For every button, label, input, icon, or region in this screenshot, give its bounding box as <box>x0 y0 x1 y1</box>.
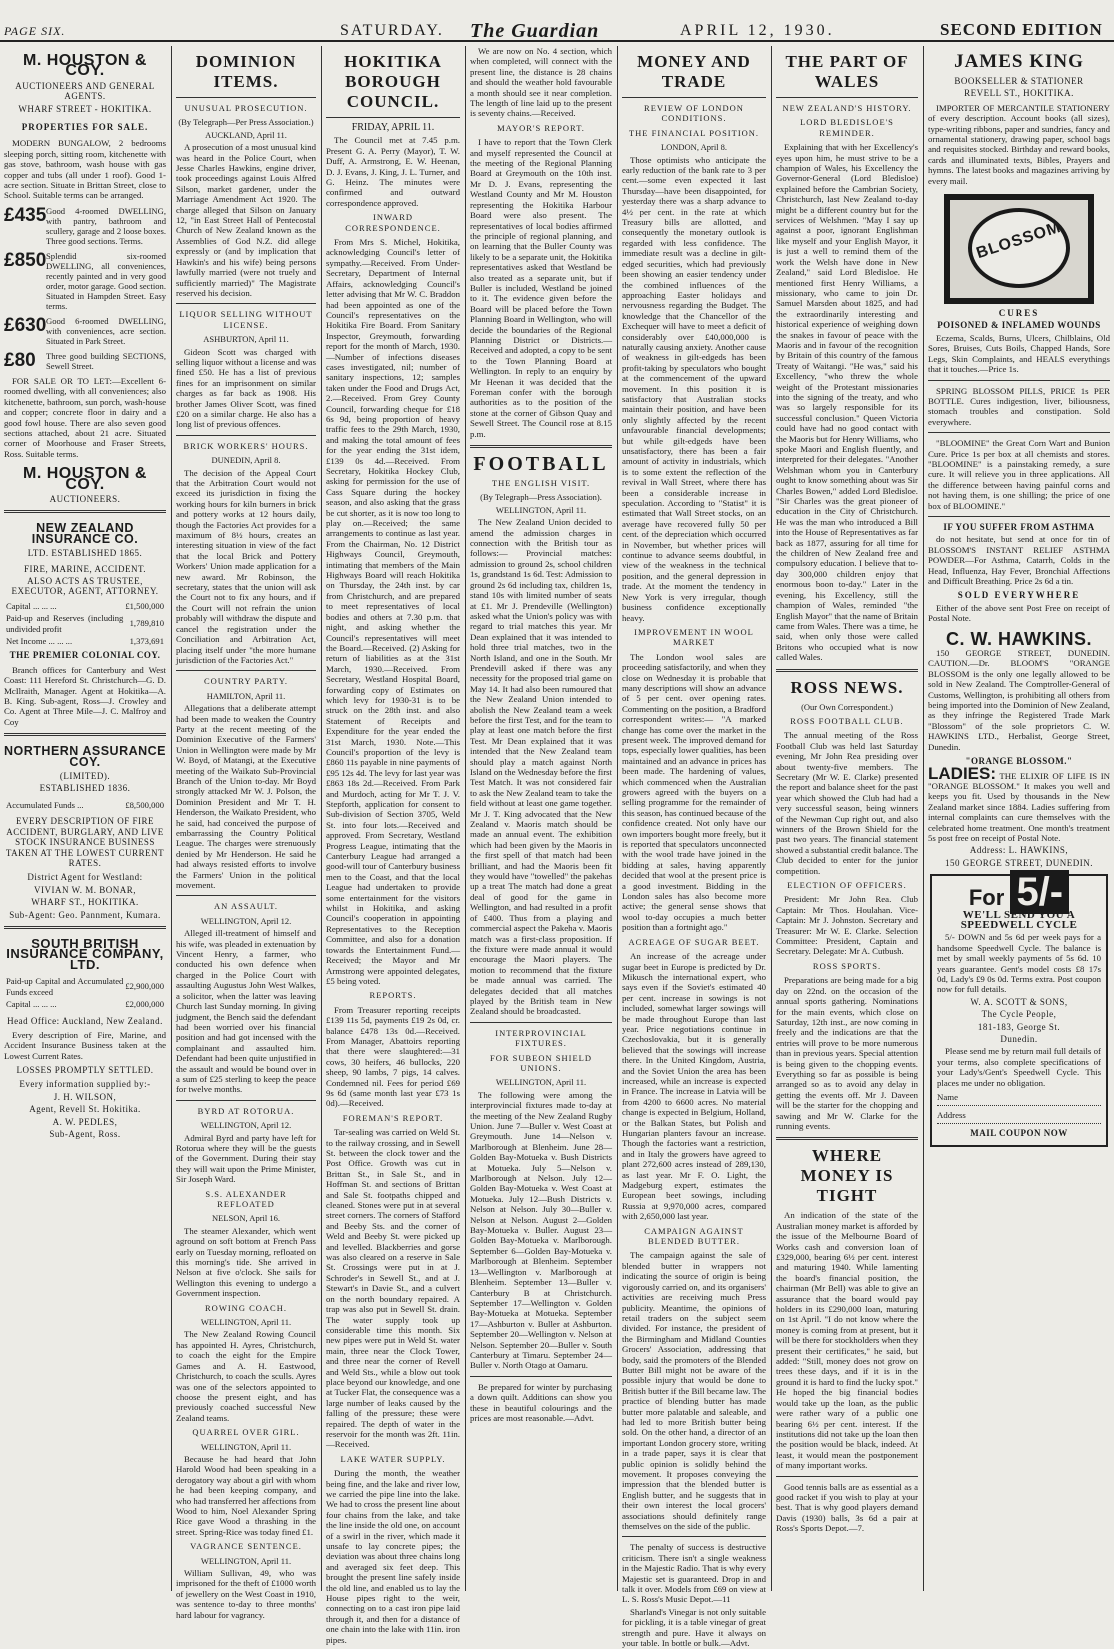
divider <box>4 733 166 736</box>
column-money-and-trade <box>618 46 770 1649</box>
masthead <box>0 0 1114 42</box>
article-heading: REVIEW OF LONDON CONDITIONS. <box>644 103 744 124</box>
james-king-subtitle: BOOKSELLER & STATIONER <box>954 76 1084 86</box>
divider <box>176 670 316 671</box>
dateline: NELSON, April 16. <box>212 1213 280 1224</box>
advertisement-note: Sharland's Vinegar is not only suitable for pickling, it is a table vinegar of great strength and pure. Have it always on your table. In bottle or bulk.—Advt. <box>622 1606 766 1649</box>
divider <box>176 435 316 436</box>
asthma-heading: IF YOU SUFFER FROM ASTHMA <box>943 521 1095 532</box>
article-body: From Mrs S. Michel, Hokitika, acknowledging Council's letter of sympathy.—Received. From Under-Secretary, Department of Internal Affairs, acknowledging Council's letter advising that Mr W. C. Braddon had been appointed as one of the Council's representatives on the Hokitika Fire Board. From Sanitary Inspector, Greymouth, forwarding report for the month of March, 1930.—Number of infections diseases cases investigated, nil; number of sanitary inspections, 12; samples taken under the Food and Drugs Act, 2.—Received. From Grey County Council, forwarding cheque for £18 6s 9d, being proportion of heavy traffic fees to the 29th March, 1930, and making the total amount of fees for the year ending the 31st idem, £139 0s 4d.—Received. From Secretary, Hokitika Hockey Club, asking for permission for the use of Cass Square during the hockey season, and also asking that the grass be cut shorter, as it is now too long to play on.—Received; the same arrangements to continue as last year. From the Chairman, No. 12 District Highways Council, Greymouth, intimating that members of the Main Highways Board will reach Hokitika on Thursday, the 24th inst. by car from Christchurch, and are prepared to meet representatives of local bodies and others at 7.30 p.m. that night, and asking whether the Council's representatives will meet the Board.—Received. (2) Asking for return of liabilities as at the 31st March, 1930.—Received. From Secretary, Westland Hospital Board, forwarding copy of Estimates on which levy for 1930-31 is to be struck on the 28th inst. and also Statement of Receipts and Expenditure for the year ended the 31st March, 1930. Note.—This Council's proportion of the levy is £860 11s payable in nine payments of £95 12s 4d. The levy for last year was £863 18s 2d.—Received. From Park and Murdoch, acting for Mr T. J. V. Stepforth, application for consent to Sub-division of Section 3705, Weld St. into four lots.—Received and approved. From Secretary, Westland Progress League, intimating that the Canterbury League had arranged a good-will tour of Canterbury business men to the Coast, and that the local League had undertaken to provide some entertainment for the visitors whilst in Hokitika, and asking Council's cooperation in appointing Representatives to the Reception Committee, and also for a donation towards the Entertainment Fund.—Received; the Mayor and Mr Armstrong were appointed delegates, £5 being voted. <box>326 237 460 986</box>
article-body: The campaign against the sale of blended butter in wrappers not indicating the source of origin is being vigorously carried on, and its organisers' activities are receiving much Press publicity. Meantime, the opinions of retail traders on the subject seem divided. For instance, the president of the Birmingham and Midland Counties Grocers' Association, addressing that body, said the promoters of the Blended Butter Bill might not be aware of the possible injury that would be done to British butter if the Bill became law. The practice of blending butter has made butter more palatable and saleable, and had led to more British butter being sold. On the other hand, a director of an important London grocery store, writing in a trade paper, says it is clear that public opinion is solidly behind the movement. It proposes conveying the impression that the blended butter is English butter, and he suggests that in their own interest the local grocers' associations should definitely range themselves on the side of the public. <box>622 1250 766 1532</box>
property-price: £850 <box>4 249 47 271</box>
ladies-text: THE ELIXIR OF LIFE IS IN "ORANGE BLOSSOM." It makes you well and keeps you fit. Used by thousands in the New Zealand market since 1884. Ladies suffering from internal complaints can cure themselves with the celebrated home treatment. One month's treatment 5s post free on receipt of Postal Note. <box>928 770 1111 843</box>
page-number: PAGE SIX. <box>4 24 66 38</box>
article-body: William Sullivan, 49, who was imprisoned for the theft of £1000 worth of jewellery on the West Coast in 1910, was sentence to-day to three months' hard labour for vagrancy. <box>176 1568 316 1620</box>
article-heading: S.S. ALEXANDER REFLOATED <box>205 1188 287 1209</box>
property-listing <box>4 206 166 246</box>
hawkins-address: Address: L. HAWKINS, <box>969 845 1069 856</box>
table-cell: £2,900,000 <box>125 981 164 992</box>
james-king-title: JAMES KING <box>954 51 1084 72</box>
coupon-address-field[interactable] <box>937 1110 1101 1124</box>
dateline: WELLINGTON, April 11. <box>200 1555 292 1566</box>
table-row <box>6 613 164 634</box>
speedwell-heading: WE'LL SEND YOU A SPEEDWELL CYCLE <box>960 908 1078 931</box>
article-subheading: LORD BLEDISLOE'S REMINDER. <box>800 117 894 138</box>
article-heading: ROWING COACH. <box>205 1302 287 1313</box>
south-british-agent: J. H. WILSON, <box>53 1091 117 1102</box>
article-body: We are now on No. 4 section, which when completed, will connect with the present line, the distance is 28 chains and should the weather hold favourable a month should see it near completion. The length of line laid up to the present is seventy chains.—Received. <box>470 46 612 119</box>
table-cell: £1,500,000 <box>125 600 164 611</box>
article-title: DOMINION ITEMS. <box>195 52 297 91</box>
coupon-address-label: Address <box>937 1110 966 1121</box>
article-body: From Treasurer reporting receipts £139 11s 5d, payments £19 2s 0d, cr. balance £478 13s 0d.—Received. From Manager, Abattoirs reporting that there were slaughtered:—31 cows, 30 heifers, 46 bullocks, 220 sheep, 90 lambs, 7 pigs, 14 calves. Condemned nil. Fees for period £69 9s 6d (same month last year £73 1s 0d).—Received. <box>326 1004 460 1109</box>
hawkins-caution: 150 GEORGE STREET, DUNEDIN. CAUTION.—Dr. BLOOM'S "ORANGE BLOSSOM is the only one legally allowed to be sold in New Zealand. The Comptroller-General of Customs, Wellington, is prohibiting all others from being imported into the Dominion of New Zealand, as they infringe the Registered Trade Mark "Blossom" of the sole proprietors C. W. HAWKINS LTD., Herbalist, George Street, Dunedin. <box>928 648 1110 752</box>
article-heading: COUNTRY PARTY. <box>203 676 289 687</box>
article-title: HOKITIKA BOROUGH COUNCIL. <box>344 52 442 111</box>
divider <box>928 432 1110 433</box>
article-body: President: Mr John Rea. Club Captain: Mr Thos. Houlahan. Vice-Captain: Mr J. Johnston. Secretary and Treasurer: Mr W. E. Clarke. Selection Committee: President, Captain and Secretary. Delegate: Mr A. Cutbush. <box>776 894 918 957</box>
table-row <box>6 601 164 611</box>
article-body: The decision of the Appeal Court that the Arbitration Court would not exceed its jurisdiction in fixing the working hours for kiln burners in brick and pottery works at 12 hours daily, though the Factories Act provides for a maximum of 8½ hours, creates an interesting situation in view of the fact that the local Brick and Pottery Workers' Union made application for a new award. Mr Robinson, the secretary, states that the union will ask the Court not to fix any hours, and if the Court will not refrain the union probably will withdraw the dispute and cancel the registration under the Conciliation and Arbitration Act, placing itself under "the more humane jurisdiction of the Factories Act." <box>176 467 316 665</box>
houston-ad-title: M. HOUSTON & COY. <box>23 52 147 80</box>
asthma-ad: do not hesitate, but send at once for tin of BLOSSOM'S INSTANT RELIEF ASTHMA POWDER—For Asthma, Catarrh, Colds in the Head, Influenza, Hay Fever, Bronchial Affections and Difficult Breathing. Price 2s 6d a tin. <box>928 534 1110 586</box>
dateline: HAMILTON, April 11. <box>206 690 286 701</box>
article-heading: ROSS FOOTBALL CLUB. <box>790 715 904 726</box>
article-heading: QUARREL OVER GIRL. <box>192 1427 300 1438</box>
houston-ad-subtitle-2: AUCTIONEERS. <box>49 493 121 504</box>
divider <box>776 1137 918 1140</box>
coupon-instructions: Please send me by return mail full details of your terms, also complete specifications of your Lady's/Gent's Speedwell Cycle. This places me under no obligation. <box>937 1046 1101 1088</box>
south-british-figures <box>4 974 166 1011</box>
houston-ad-address: WHARF STREET - HOKITIKA. <box>18 103 152 114</box>
masthead-day: SATURDAY. <box>340 22 444 39</box>
article-heading: IMPROVEMENT IN WOOL MARKET <box>634 626 754 648</box>
properties-heading: PROPERTIES FOR SALE. <box>21 122 149 133</box>
nzi-established: LTD. ESTABLISHED 1865. <box>27 548 143 559</box>
ladies-heading: LADIES: <box>928 763 996 783</box>
divider <box>176 1100 316 1101</box>
article-body: Those optimists who anticipate the early reduction of the bank rate to 3 per cent.—some even expected it last Thursday—have been disappointed, for yesterday there was a sharp advance to 4½ per cent. in the rate at which Treasury bills are allotted, and consequently the monetary outlook is regarded with less confidence. The immediate result was a decline in gilt-edged securities, which had previously been showing an easier tendency under the combined influences of the approaching Easter holidays and nervousness regarding the Budget. The knowledge that the Chancellor of the Exchequer will have to meet a deficit of considerably over £40,000,000 is naturally causing anxiety. Another cause of weakness in gilt-edgeds has been profit-taking by speculators who bought at the commencement of the upward movement. In this position it is satisfactory that Australian stocks maintain their position, and have been only slightly affected by the recent unfavourable financial developments; but while gilt-edgeds have been unsatisfactory, there has been a fair amount of activity in industrials, which is to some extent the reflection of the revival in Wall Street, where there has been a considerable increase in speculation. According to "Statist" it is estimated that Wall Street stocks, on an average have recovered fully 50 per cent. of the depreciation which occurred in November, but whether prices will continue to advance seems doubtful, in view of the weakness in the technical position, and the general depression in trade. At the moment the tendency in New York is very irregular, though business confidence exceptionally heavy. <box>622 154 766 623</box>
column-part-of-wales <box>772 46 922 1591</box>
table-cell: Accumulated Funds ... <box>6 799 84 810</box>
article-heading: FOREMAN'S REPORT. <box>342 1112 444 1123</box>
article-body: During the month, the weather being fine, and the lake and river low, we carried the pipe line into the lake. We had to cross the present line about four chains from the lake, and take the line inside the old one, on account of a swirl in the river, which made it unsafe to lay concrete pipes; the deviation was about three chains long and averaged six feet deep. This brought the present line safely inside the old line, and enabled us to lay the House pipes right to the weir, connecting on to a cast iron pipe laid through it, and then for a distance of one chain into the lake with 11in. iron pipes. <box>326 1468 460 1645</box>
column-dominion-items <box>172 46 320 1620</box>
divider <box>326 117 460 118</box>
table-cell: £2,000,000 <box>125 998 164 1009</box>
divider <box>622 1536 766 1537</box>
for-amount: 5/- <box>1010 870 1069 914</box>
scott-address: 181-183, George St. <box>977 1021 1061 1032</box>
column-council-football <box>466 46 616 1591</box>
article-body: An increase of the acreage under sugar beet in Europe is predicted by Dr. Mikusch the international expert, who says even if the Soviet's estimated 40 per cent. increase in sowings is not included, somewhat larger sowings will be made throughout Europe than last year. Price negotiations continue in Czechoslovakia, but it is generally believed that the sowings will increase there. In the United Kingdom, Austria, and the Soviet Union the area has been increased, while an increase is expected in France. The increase in Latvia will be from 4200 to 6600 acres. No material change is expected in Belgium, Holland, or the Balkan States, but Polish and Hungarian planters favour an increase. Though the factories want a restriction, and in Italy the growers have agreed to plant 272,600 acres instead of 289,130, as last year. Mr F. O. Light, the Madgeburg expert, estimates the European beet sowings, including Russia at 9,970,000 acres, compared with 2,650,000 last year. <box>622 951 766 1222</box>
property-price: £80 <box>4 349 36 371</box>
divider <box>928 380 1110 381</box>
nzi-ad-title: NEW ZEALAND INSURANCE CO. <box>31 521 139 546</box>
northern-description: EVERY DESCRIPTION OF FIRE ACCIDENT, BURGLARY, AND LIVE STOCK INSURANCE BUSINESS TAKEN AT THE LOWEST CURRENT RATES. <box>5 816 165 868</box>
nzi-agents: Branch offices for Canterbury and West Coast: 111 Hereford St. Christchurch—G. D. McIlraith, Manager. Agent at Hokitika—A. B. King. Sub-agent, Ross—J. Crowley and Co. Agent at Three Mile—J. C. Malfroy and Coy <box>4 664 166 727</box>
table-cell: Capital ... ... ... <box>6 998 57 1009</box>
for-5-heading <box>937 870 1101 915</box>
ross-news-title: ROSS NEWS. <box>790 677 904 697</box>
james-king-description: IMPORTER OF MERCANTILE STATIONERY of every description. Account books (all sizes), type-writing ribbons, paper and sundries, fancy and ornamental stationery, drawing paper, school bags and requisites stocked. Birthday and reward books, cards and illuminated texts, Bibles, Prayers and hymns. The latest books and magazines arriving by every mail. <box>928 102 1110 186</box>
bloomine-ad: "BLOOMINE" the Great Corn Wart and Bunion Cure. Price 1s per box at all chemists and stores. "BLOOMINE" is a painstaking remedy, a sure cure. It will relieve you in three applications. All the difference between having painful corns and not having them, is one shilling; the price of one box of BLOOMINE." <box>928 438 1110 511</box>
article-heading: INWARD CORRESPONDENCE. <box>345 212 441 233</box>
article-title: MONEY AND TRADE <box>637 52 751 91</box>
divider <box>776 1476 918 1477</box>
blossom-emblem-text: BLOSSOM <box>974 218 1064 263</box>
sold-everywhere: SOLD EVERYWHERE <box>957 590 1081 601</box>
divider <box>4 510 166 513</box>
hawkins-address-2: 150 GEORGE STREET, DUNEDIN. <box>944 857 1094 868</box>
article-heading: AN ASSAULT. <box>214 901 278 912</box>
dateline: WELLINGTON, April 12. <box>200 915 292 926</box>
blossom-emblem-image <box>944 194 1094 304</box>
dateline: WELLINGTON, April 11. <box>495 504 587 515</box>
divider <box>470 1376 612 1377</box>
divider <box>776 669 918 672</box>
table-row <box>6 800 164 810</box>
football-title: FOOTBALL <box>473 453 609 476</box>
property-description: Three good building SECTIONS, Sewell Street. <box>46 350 166 371</box>
column-advertisements-right <box>924 46 1114 1591</box>
article-heading: UNUSUAL PROSECUTION. <box>184 103 308 113</box>
newspaper-title: The Guardian <box>470 20 600 42</box>
edition-label: SECOND EDITION <box>940 20 1103 39</box>
houston-ad-subtitle: AUCTIONEERS AND GENERAL AGENTS. <box>15 80 155 102</box>
property-description: Good 6-roomed DWELLING, with conveniences, acre section. Situated in Park Street. <box>46 315 166 346</box>
dateline: FRIDAY, APRIL 11. <box>351 122 435 133</box>
property-listing <box>4 316 166 346</box>
dateline: WELLINGTON, April 12. <box>200 1120 292 1131</box>
table-cell: 1,789,810 <box>129 618 164 629</box>
nzi-figures-table <box>4 599 166 649</box>
article-body: The following were among the interprovincial fixtures made to-day at the meeting of the New Zealand Rugby Union. June 7—Buller v. West Coast at Greymouth. June 14—Nelson v. Marlborough at Blenheim. June 28—Golden Bay-Motueka v. Bush Districts at Motueka. July 5—Nelson v. Marlborough at Nelson. July 12—Golden Bay-Motueka v. West Coast at Motueka. July 12—Bush Districts v. Nelson at Nelson. July 30—Buller v. Nelson at Nelson. August 2—Golden Bay-Motueka v. Buller. August 23—Golden Bay-Motueka v. Marlborough. September 6—Golden Bay-Motueka v. Marlborough at Blenheim. September 13—Wellington v. Marlborough at Blenheim. September 13—Buller v. Canterbury B at Christchurch. September 17—Wellington v. Golden Bay-Motueka at Motueka. September 17—Ashburton v. Buller at Ashburton. September 20—Wellington v. Nelson at Nelson. September 20—Buller v. South Canterbury at Timaru. September 24—Buller v. North Otago at Oamaru. <box>470 1089 612 1371</box>
cures-subheading: POISONED & INFLAMED WOUNDS <box>937 320 1101 331</box>
houston-ad-title-2: M. HOUSTON & COY. <box>23 465 147 493</box>
article-body: Explaining that with her Excellency's eyes upon him, he must strive to be a champion of Wales, his Excellency the Governor-General (Lord Bledisloe) explained before the Cambrian Society, Christchurch, last New Zealand to-day might be a different country but for the services of Welshmen. "May I say up against a poor, ignorant Englishman like myself and your English Mayor, it is just a well to remind them of the work the Welsh have done in New Zealand," said Lord Bledisloe. He mentioned first Henry Williams, a missionary, who came to join Dr. Samuel Marsden about 1825, and had the extraordinarily interesting and historical experience of weighing down the snakes in favour of peace with the Maoris and in favour of the recognition by Britain of this country of the famous Treaty of Waitangi. "He was," said his Excellency, "who threw the whole weight of the Protestant missionaries into the signing of the treaty, and who was so largely responsible for its successful conclusion." Queen Victoria could have had no good contact with the Maoris but for Henry Williams, who spoke Maori and English fluently, and interpreted for their delegates. "Another Welshman whom you in Canterbury ought to know something about was Sir Charles Bowen," added Lord Bledisloe. "Sir Charles was the great pioneer of education in the City of Christchurch. He was the man who introduced a Bill into the House of Representatives as far back as 1877, assuring for all time for the children of New Zealand free and compulsory education. I believe that to-day 300,000 children enjoy that enormous boon to-day." Later in the evening, his Excellency, still the champion of Wales, reminded "the English Mayor" that the name of Britain came from Wales. There was a time, he said, when only those were called Britons who occupied what is now called Wales. <box>776 142 918 663</box>
south-british-losses: LOSSES PROMPTLY SETTLED. <box>16 1065 154 1075</box>
article-body: The annual meeting of the Ross Football Club was held last Saturday evening, Mr John Rea presiding over about twenty-five members. The Secretary (Mr W. E. Clarke) presented the report and balance sheet for the past year which showed the Club had had a very successful season, being winners of the Newman Cup right out, and also winners of the Brown Shield for the past two years. The financial statement showed a substantial credit balance. The Club decided to enter for the junior competition. <box>776 730 919 876</box>
article-heading: INTERPROVINCIAL FIXTURES. <box>495 1027 587 1049</box>
property-price: £630 <box>4 314 47 336</box>
dateline: AUCKLAND, April 11. <box>205 129 287 140</box>
table-cell: £8,500,000 <box>125 799 164 810</box>
article-heading: THE ENGLISH VISIT. <box>491 478 591 489</box>
column-borough-council <box>322 46 464 1645</box>
article-heading: LIQUOR SELLING WITHOUT LICENSE. <box>179 309 313 330</box>
south-british-office: Head Office: Auckland, New Zealand. <box>7 1016 163 1027</box>
article-body: I have to report that the Town Clerk and myself represented the Council at the meeting of the Regional Planning Board at Greymouth on the 10th inst. Mr D. J. Evans, representing the Westland County and Mr M. Houston representing the Hokitika Harbour Board were also present. The representatives of local bodies affirmed the principle of regional planning, and on learning that the Buller County was likely to be a separate unit, the Hokitika representatives asked that Westland be also treated as a separate unit, but if Buller is included, Westland be joined to it. The evidence given before the Board will be placed before the Town Planning Board in Wellington, who will decide the boundaries of the Regional Planning District or Districts.—Received and adopted, a copy to be sent to the Town Planning Board at Wellington. In reply to an enquiry by Mr Heenan it was decided that the Foreman confer with the borough authorities as to the position of the stone at the corner of Gibson Quay and Sewell Street. The Council rose at 8.15 p.m. <box>470 137 612 439</box>
northern-agent-name: VIVIAN W. M. BONAR, <box>33 884 136 895</box>
divider <box>470 1022 612 1023</box>
divider <box>776 97 918 98</box>
table-row <box>6 999 164 1009</box>
article-body: The New Zealand Union decided to amend the admission charges in connection with the British tour as follows:— Provincial matches: admission to ground 2s, school children 1s, grandstand 1s 6d. Test: Admission to ground 2s 6d including tax, children 1s, stand 10s with limited number of seats at £1. Mr J. Prendeville (Wellington) asked what the Union's policy was with regard to trial matches this year. Mr Dean explained that it was intended to hold three trial matches, two in the North Island, and one in the South. Mr Prendevill asked if there was any necessity for the proposed trial game on May 14. It had also been rumoured that the New Zealand Union intended to abolish the New Zealand team a week before the first Test, and for the team to play at least one match before the first Test. Mr Dean explained that it was intended that the New Zealand team should play a match against North Island on the Wednesday before the first Test Match. It was not considered fair to ask the New Zealand team to take the field without at least one game together. Mr J. T. King advocated that the New Zealand v. Maoris match should be made an annual event. The exhibition which had been given by the Maoris in the first spell of that match had been brilliant, and had the Maoris been fit they would have "towelled" the pakehas up a treat The match had done a great deal of good for the game in Wellington, and had resulted in a profit of £400. Thus from a playing and commercial aspect the Pakeha v. Maoris match was a first-class proposition. If the fixture were made annual it would encourage the Maori players. The motion to recommend that the fixture be made annual was carried. The delegates decided that all matches played by the British team in New Zealand should be broadcasted. <box>470 517 612 1017</box>
article-subheading: FOR SUBEON SHIELD UNIONS. <box>489 1052 592 1073</box>
property-listing <box>4 351 166 371</box>
nzi-types: FIRE, MARINE, ACCIDENT. <box>23 563 147 574</box>
table-cell: 1,373,691 <box>129 636 164 646</box>
divider <box>176 303 316 304</box>
northern-funds <box>4 798 166 812</box>
article-body: Gideon Scott was charged with selling liquor without a license and was fined £50. He has a list of previous fines for an imprisonment on similar charges as far back as 1908. His brother James Oliver Scott, was fined £20 on a similar charge. He also has a long list of previous offences. <box>176 346 316 430</box>
article-heading: BRICK WORKERS' HOURS. <box>183 440 309 451</box>
northern-agent-label: District Agent for Westland: <box>27 872 143 883</box>
dateline: LONDON, April 8. <box>660 142 728 153</box>
press-credit: (By Telegraph—Per Press Association.) <box>178 117 314 128</box>
article-heading: BYRD AT ROTORUA. <box>197 1105 295 1116</box>
orange-blossom-heading: "ORANGE BLOSSOM." <box>965 756 1073 767</box>
south-british-info: Every information supplied by:- <box>19 1079 151 1090</box>
article-heading: ELECTION OF OFFICERS. <box>787 880 907 891</box>
mail-coupon-now: MAIL COUPON NOW <box>970 1128 1068 1139</box>
article-body: A prosecution of a most unusual kind was heard in the Police Court, when Jesse Charles Hawkins, engine driver, took proceedings against Louis Alfred Silson, market gardener, under the Marriage Amendment Act 1920. The charge alleged that Silson on January 12, "in East Street Hall of Pentecostal Church of New Zealand known as the Assemblies of God N.Z. did allege expressly or (and by implication that Hawkin's and his wife) being persons lawfully married (were not truely and sufficiently married)" The Magistrate reserved his decision. <box>176 142 316 298</box>
article-body: Because he had heard that John Harold Wood had been speaking in a derogatory way about a girl with whom he had been keeping company, and who had transferred her affections from Wood to him, Noel Alexander Spring Rice gave Wood a thrashing in the street. Spring-Rice was today fined £1. <box>176 1453 316 1537</box>
bungalow-listing: MODERN BUNGALOW, 2 bedrooms sleeping porch, sitting room, kitchenette with gas stove, bathroom, wash house with gas copper and tubs (all under 1 roof). Good 1-acre section. Situate in Brittan Street, close to School. Suitable terms can be arranged. <box>4 138 166 201</box>
article-heading: CAMPAIGN AGAINST BLENDED BUTTER. <box>644 1225 744 1247</box>
property-listing <box>4 251 166 311</box>
ladies-ad <box>928 763 1111 844</box>
article-body: An indication of the state of the Australian money market is afforded by the issue of the Melbourne Board of Works cash and conversion loan of £329,000, bearing 6½ per cent. interest and maturing 1940. While lamenting the board's financial position, the chairman (Mr Bell) was able to give an assurance that the board would pay holders in its £290,000 loan, maturing on 1st April. "I do not know where the money is coming from at present, but it will be there for stockholders when they present their certificates," he said, but added: "Still, money does not grow on trees these days, and if it is in the ground it is hard to find the lucky spot." He hoped the big financial bodies would take up the loan, as the public were rather wary of a public one bearing 6½ per cent. interest. If the institutions did not take up the loan then the position would be black, indeed. At least, it would mean the postponement of many important works. <box>776 1210 918 1471</box>
article-body: The London wool sales are proceeding satisfactorily, and when they close on Wednesday it is probable that many descriptions will show an advance of 5 per cent. over opening rates. Commenting on the position, a Bradford correspondent writes:— "A marked change has come over the market in the present week. The improved demand for tops, especially lower qualities, has been maintained and an advance in prices has been made. The hardening of values, which commenced when the Australian growers agreed with the buyers on a selling programme for the remainder of this season, has continued because of the confidence created. Not only have our own importers bought more freely, but it is reported that speculators unconnected with the wool trade have joined in the bidding at sales, having apparently decided that wool at the present price is a good investment. Bidding in the London sales has also become more active; the general sense shows that wool to-day occupies a much better position than a fortnight ago." <box>622 651 766 933</box>
northern-limited: (LIMITED). <box>59 771 111 782</box>
article-subheading: THE FINANCIAL POSITION. <box>628 127 760 138</box>
divider <box>176 895 316 896</box>
article-title: THE PART OF WALES <box>785 52 909 91</box>
article-heading: LAKE WATER SUPPLY. <box>340 1453 446 1464</box>
property-description: Splendid six-roomed DWELLING, all conveniences, recently painted and in very good order, motor garage. Good section. Situated in Hampden Street. Easy terms. <box>46 250 166 311</box>
table-row <box>6 976 164 997</box>
table-cell: Net Income ... ... ... <box>6 636 73 646</box>
article-body: The Council met at 7.45 p.m. Present G. A. Perry (Mayor), T. W. Duff, A. Armstrong, E. W. Heenan, D. J. Evans, J. King, J. L. Turner, and G. Heinz. The minutes were confirmed and outward correspondence approved. <box>326 135 460 208</box>
article-heading: VAGRANCE SENTENCE. <box>190 1541 302 1552</box>
article-heading: REPORTS. <box>369 990 417 1001</box>
pills-ad: SPRING BLOSSOM PILLS, PRICE 1s PER BOTTLE. Cures indigestion, liver, biliousness, stomach troubles and constipation. Sold everywhere. <box>928 385 1110 427</box>
divider <box>176 97 316 98</box>
james-king-address: REVELL ST., HOKITIKA. <box>964 88 1074 99</box>
press-credit: (Our Own Correspondent.) <box>801 701 893 712</box>
table-cell: Capital ... ... ... <box>6 600 57 611</box>
divider <box>4 926 166 929</box>
nzi-colonial: THE PREMIER COLONIAL COY. <box>9 650 161 661</box>
coupon-name-label: Name <box>937 1092 959 1103</box>
for-word: For <box>968 885 1005 911</box>
article-heading: NEW ZEALAND'S HISTORY. <box>782 103 912 113</box>
masthead-date: APRIL 12, 1930. <box>680 22 835 39</box>
post-free-note: Either of the above sent Post Free on receipt of Postal Note. <box>928 602 1110 624</box>
dateline: ASHBURTON, April 11. <box>203 334 289 345</box>
advertisement-note: Good tennis balls are as essential as a good racket if you wish to play at your best. That is why good players demand Davis (1930) balls, 3s 6d a pair at Ross's Sports Depot.—7. <box>776 1481 918 1534</box>
article-body: Tar-sealing was carried on Weld St. to the railway crossing, and in Sewell St. between the clock tower and the Post Office. Growth was cut in Brittan St., in Sale St., and in Hoffman St. and sections of Brittan and Sale St. footpaths chipped and cleaned. Stones were put in at several street corners. The corners of Stafford and Beeby Sts. and the corner of Weld and Beeby St. were picked up and levelled. Blackberries and gorse was also cleared on a reserve in Sale St. Crossings were put in at J. Schroder's in Sewell St., and at J. Stewart's in Davie St., and a culvert on the north boundary repaired. A trap was also put in Sewell St. drain. The water supply took up considerable time this month. Six new pipes were put in Weld St. water main, three near the Clock Tower, and three near the corner of Revell and Weld Sts., while a blow out took place beyond our knowledge, and one at Tucker Flat, the consequence was a large number of leaks caused by the falling of the pressure; these were repaired. The depth of water in the reservoir for the month was 2ft. 11in.—Received. <box>326 1127 460 1450</box>
scott-name: W. A. SCOTT & SONS, <box>970 996 1068 1007</box>
property-description: Good 4-roomed DWELLING, with pantry, bathroom and scullery, garage and 2 loose boxes. Three good sections. Terms. <box>46 205 166 246</box>
advertisement-note: The penalty of success is destructive criticism. There isn't a single weakness in the Majestic Radio. That is why every Majestic set is guaranteed. Drop in and talk it over. Models from £69 on view at L. S. Ross's Music Depot.—11 <box>622 1542 766 1605</box>
divider <box>622 97 766 98</box>
hawkins-title: C. W. HAWKINS. <box>946 628 1092 649</box>
article-body: Alleged ill-treatment of himself and his wife, was pleaded in extenuation by Vincent Henry, a farmer, who conducted his own defence when charged in the Police Court with assaulting Augustus John West Walkes, a solicitor, when the latter was leaving Church last Sunday morning. In giving judgment, the Bench said the defendant had been worried over his financial position and had got incensed with the complainant and assaulted him. Defendant had been quite unjustified in the assault and would be bound over in a sum of £25 sterling to keep the peace for twelve months. <box>176 928 316 1095</box>
advertisement-note: Be prepared for winter by purchasing a down quilt. Additions can show you these in beautiful colourings and the prices are most reasonable.—Advt. <box>470 1381 612 1423</box>
article-body: The New Zealand Rowing Council has appointed H. Ayres, Christchurch, to coach the eight for the Empire Games and A. H. Eastwood, Christchurch, to coach the sculls. Ayres was one of the selectors appointed to choose the present eight, and has previously coached successful New Zealand teams. <box>176 1329 316 1423</box>
speedwell-terms: 5/- DOWN and 5s 6d per week pays for a handsome Speedwell Cycle. The balance is met by small weekly payments of 5s 6d. 10 years guarantee. Gent's model costs £8 17s 0d, Lady's £9 0s 0d. Terms extra. Post coupon now for full details. <box>937 932 1101 995</box>
south-british-description: Every description of Fire, Marine, and Accident Insurance Business taken at the Lowest Current Rates. <box>4 1029 166 1061</box>
article-body: Allegations that a deliberate attempt had been made to weaken the Country Party at the recent meeting of the Dominion Executive of the Farmers' Union in Wellington were made by Mr W. Boyd, of Matangi, at the Executive meeting of the Waikato Sub-Provincial Branch of the Union to-day. Mr Boyd strongly attacked Mr W. J. Polson, the Dominion President and Mr T. H. Henderson, the Waikato President, who he said, had conceived the purpose of embarrassing the Country Political League. The charges were strenuously denied by Mr Henderson. He said he had always resisted efforts to involve the Farmers' Union in the political movement. <box>176 703 316 891</box>
dateline: WELLINGTON, April 11. <box>200 1317 292 1328</box>
table-cell: Paid-up and Reserves (including undivided profit <box>6 613 124 634</box>
table-cell: Paid-up Capital and Accumulated Funds exceed <box>6 976 124 997</box>
scott-tagline: The Cycle People, <box>981 1009 1057 1020</box>
speedwell-coupon <box>930 870 1108 1147</box>
scott-city: Dunedin. <box>1000 1034 1038 1045</box>
property-price: £435 <box>4 204 47 226</box>
cures-list: Eczema, Scalds, Burns, Ulcers, Chilblains, Old Sores, Bruises, Cuts Boils, Chapped Hands, Sore Legs, Skin Complaints, and HEALS everythings that it touches.—Price 1s. <box>928 332 1110 375</box>
northern-agent-address: WHARF ST., HOKITIKA. <box>31 897 139 908</box>
south-british-subagent-address: Sub-Agent, Ross. <box>49 1129 121 1140</box>
cures-heading: CURES <box>998 308 1040 319</box>
money-tight-title: WHERE MONEY IS TIGHT <box>800 1146 894 1206</box>
divider <box>470 445 612 448</box>
south-british-subagent: A. W. PEDLES, <box>52 1116 118 1127</box>
article-heading: ROSS SPORTS. <box>812 960 882 971</box>
press-credit: (By Telegraph—Press Association). <box>480 492 602 503</box>
dateline: DUNEDIN, April 8. <box>211 455 281 466</box>
article-body: Preparations are being made for a big day on 22nd. on the occasion of the annual sports gathering. Nominations for the main events, which close on Saturday, 12th inst., are now coming in freely and the indications are that the entries will prove to be more numerous than in previous years. Special attention is being given to the chopping events. Everything so far as possible is being arranged so as to avoid any delay in getting the events off. Mr J. Daveen will be the starter for the chopping and sawing and Mr W. Clarke for the running events. <box>776 975 918 1131</box>
northern-ad-title: NORTHERN ASSURANCE COY. <box>4 744 167 769</box>
south-british-ad-title: SOUTH BRITISH INSURANCE COMPANY, LTD. <box>6 935 164 972</box>
sale-or-let-listing: FOR SALE OR TO LET:—Excellent 6-roomed dwelling, with all conveniences; also kitchenette, bathroom, sun porch, wash-house and copper; concrete floor in dairy and a good fowl house. There are also seven good sections attached, about 21 acre. Situated corner of Moorhouse and Fraser Streets, Ross. Suitable terms. <box>4 375 166 459</box>
article-heading: MAYOR'S REPORT. <box>497 122 585 133</box>
dateline: WELLINGTON, April 11. <box>200 1441 292 1452</box>
article-heading: ACREAGE OF SUGAR BEET. <box>628 936 760 947</box>
northern-sub-agent: Sub-Agent: Geo. Pannment, Kumara. <box>9 909 161 920</box>
nzi-acts: ALSO ACTS AS TRUSTEE, EXECUTOR, AGENT, ATTORNEY. <box>11 575 159 597</box>
article-body: Admiral Byrd and party have left for Rotorua where they will be the guests of the Government. During their stay they will wait upon the Prime Minister, Sir Joseph Ward. <box>176 1132 316 1185</box>
coupon-name-field[interactable] <box>937 1092 1101 1106</box>
table-row <box>6 636 164 646</box>
south-british-agent-address: Agent, Revell St. Hokitika. <box>29 1104 141 1115</box>
northern-established: ESTABLISHED 1836. <box>39 783 131 794</box>
article-body: The steamer Alexander, which went aground on soft bottom at French Pass early on Tuesday morning, refloated on this morning's tide. She arrived in Nelson at five o'clock. She sails for Wellington this evening to undergo a Government inspection. <box>176 1225 316 1299</box>
dateline: WELLINGTON, April 11. <box>495 1077 587 1088</box>
column-advertisements-left <box>0 46 170 1591</box>
divider <box>928 516 1110 517</box>
